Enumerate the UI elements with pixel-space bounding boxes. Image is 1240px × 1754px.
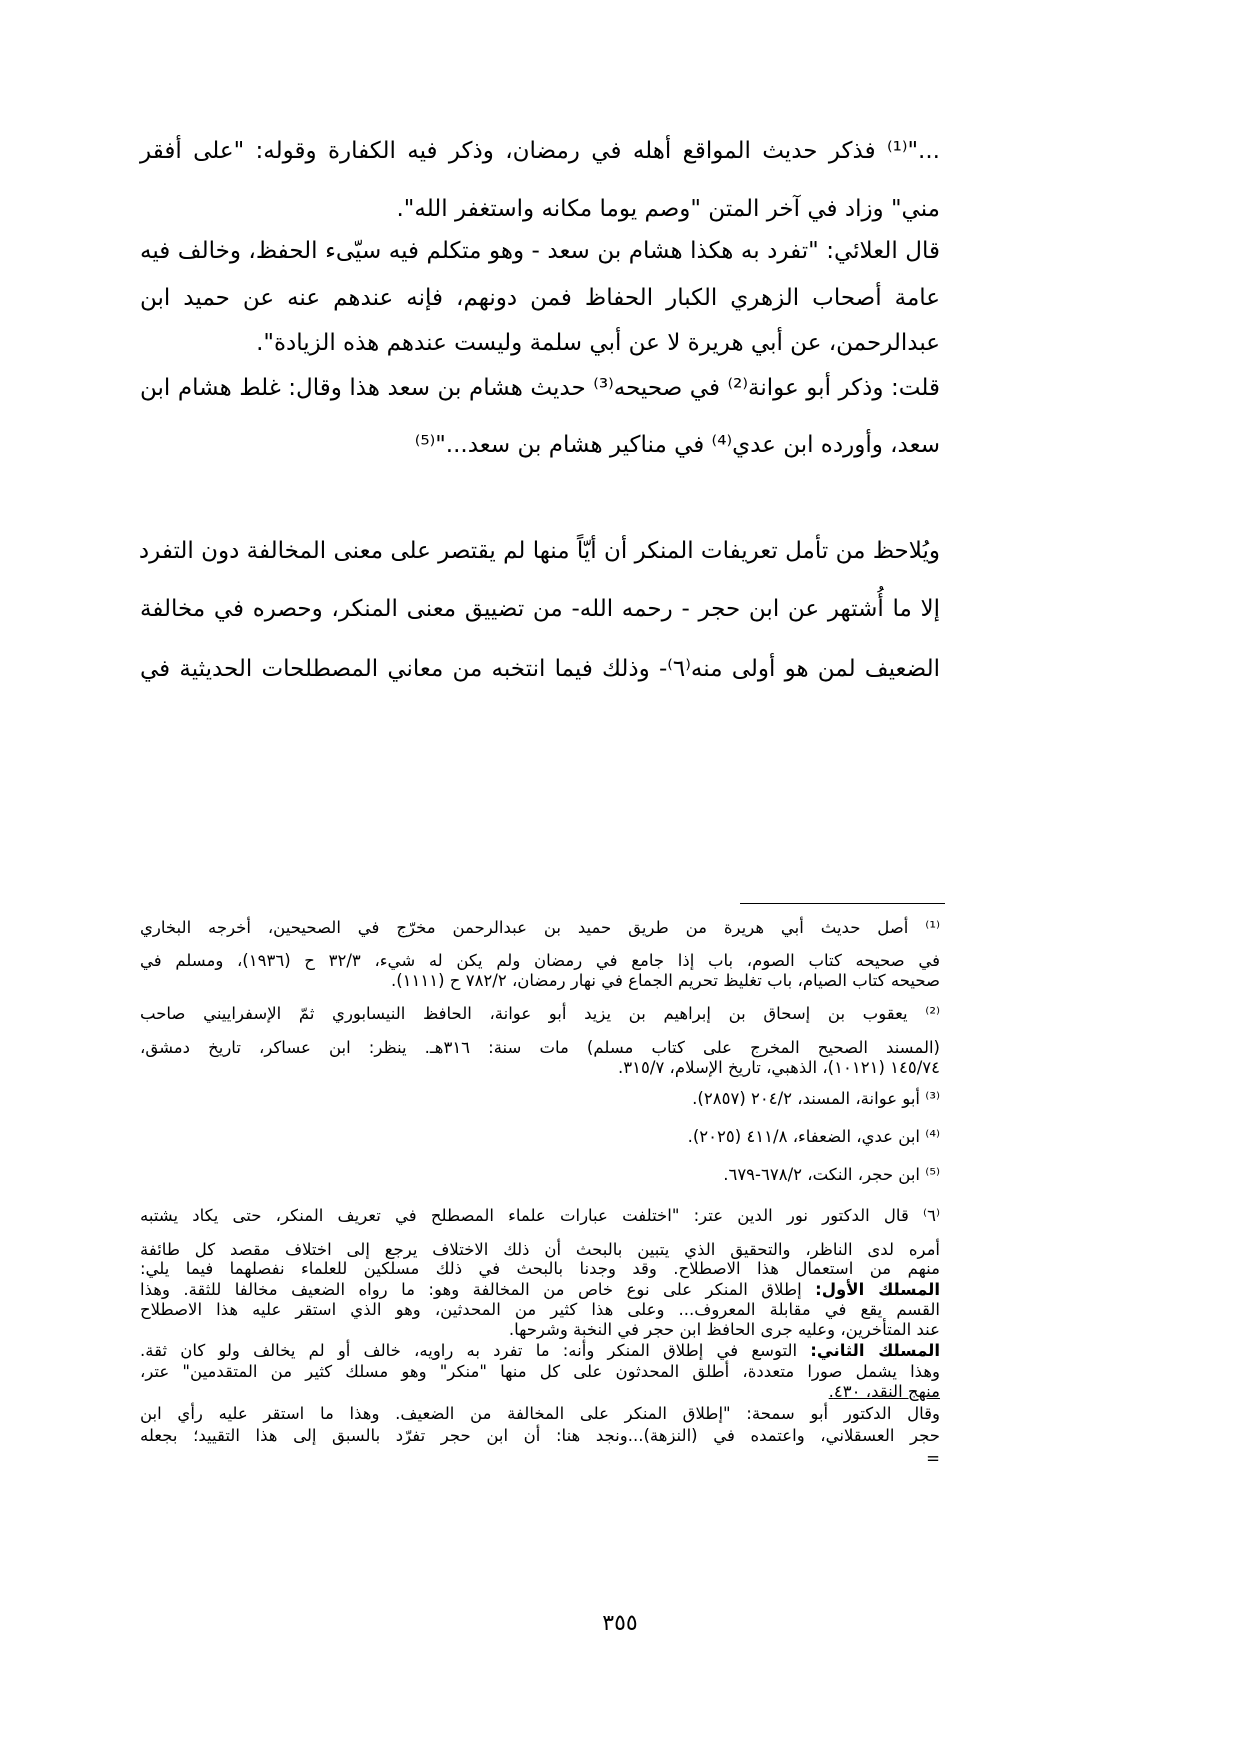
footnote-6-line-6: عند المتأخرين، وعليه جرى الحافظ ابن حجر في النخبة وشرحها. [508, 1320, 940, 1339]
main-text-line-5: عبدالرحمن، عن أبي هريرة لا عن أبي سلمة وليست عندهم هذه الزيادة". [256, 330, 940, 356]
footnote-1-line-2: في صحيحه كتاب الصوم، باب إذا جامع في رمضان ولم يكن له شيء، ٣٢/٣ ح (١٩٣٦)، ومسلم في [140, 951, 940, 970]
footnote-2-line-3: ١٤٥/٧٤ (١٠١٢١)، الذهبي، تاريخ الإسلام، ٣١٥/٧. [618, 1058, 940, 1077]
main-text-line-7: سعد، وأورده ابن عدي⁽⁴⁾ في مناكير هشام بن سعد..."⁽⁵⁾ [414, 432, 940, 458]
footnote-1-line-1: ⁽¹⁾ أصل حديث أبي هريرة من طريق حميد بن عبدالرحمن مخرّج في الصحيحين، أخرجه البخاري [140, 918, 940, 937]
footnote-5: ⁽⁵⁾ ابن حجر، النكت، ٦٧٨/٢-٦٧٩. [723, 1165, 940, 1184]
footnote-6-line-1: ⁽٦⁾ قال الدكتور نور الدين عتر: "اختلفت عبارات علماء المصطلح في تعريف المنكر، حتى يكاد يشتبه [140, 1206, 940, 1225]
footnote-6-line-3: منهم من استعمال هذا الاصطلاح. وقد وجدنا بالبحث في ذلك مسلكين للعلماء نفصلهما فيما يلي: [140, 1259, 940, 1278]
page-number: ٣٥٥ [602, 1611, 638, 1636]
footnote-4: ⁽⁴⁾ ابن عدي، الضعفاء، ٤١١/٨ (٢٠٢٥). [687, 1127, 940, 1146]
footnote-continuation-mark: = [926, 1449, 940, 1468]
footnote-6-line-4 [140, 1280, 940, 1299]
footnote-6-line-9: منهج النقد، ٤٣٠. [828, 1382, 940, 1401]
footnote-6-heading-first: المسلك الأول: [815, 1280, 940, 1299]
footnote-6-line-4-text: إطلاق المنكر على نوع خاص من المخالفة وهو: ما رواه الضعيف مخالفا للثقة. وهذا [140, 1280, 816, 1299]
footnote-3: ⁽³⁾ أبو عوانة، المسند، ٢٠٤/٢ (٢٨٥٧). [692, 1089, 940, 1108]
paragraph-2-line-2: إلا ما أُشتهر عن ابن حجر - رحمه الله- من تضييق معنى المنكر، وحصره في مخالفة [140, 596, 940, 622]
footnote-6-line-2: أمره لدى الناظر، والتحقيق الذي يتبين بالبحث أن ذلك الاختلاف يرجع إلى اختلاف مقصد كل طائفة [140, 1240, 940, 1259]
main-text-line-1: ..."⁽¹⁾ فذكر حديث المواقع أهله في رمضان، وذكر فيه الكفارة وقوله: "على أفقر [140, 138, 940, 164]
main-text-line-6: قلت: وذكر أبو عوانة⁽²⁾ في صحيحه⁽³⁾ حديث هشام بن سعد هذا وقال: غلط هشام ابن [140, 375, 940, 401]
footnote-6-line-10: وقال الدكتور أبو سمحة: "إطلاق المنكر على المخالفة من الضعيف. وهذا ما استقر عليه رأي ابن [140, 1404, 940, 1423]
footnote-separator [740, 903, 945, 904]
paragraph-2-line-3: الضعيف لمن هو أولى منه⁽٦⁾- وذلك فيما انتخبه من معاني المصطلحات الحديثية في [140, 656, 940, 682]
footnote-2-line-1: ⁽²⁾ يعقوب بن إسحاق بن إبراهيم بن يزيد أبو عوانة، الحافظ النيسابوري ثمّ الإسفراييني صاحب [140, 1004, 940, 1023]
footnote-6-line-7-text: التوسع في إطلاق المنكر وأنه: ما تفرد به راويه، خالف أو لم يخالف ولو كان ثقة. [140, 1341, 811, 1360]
footnote-6-line-7 [140, 1341, 940, 1360]
paragraph-2-line-1: ويُلاحظ من تأمل تعريفات المنكر أن أيّاً منها لم يقتصر على معنى المخالفة دون التفرد [138, 538, 940, 564]
footnote-6-line-11: حجر العسقلاني، واعتمده في (النزهة)...ونجد هنا: أن ابن حجر تفرّد بالسبق إلى هذا التقييد؛ بجعله [140, 1426, 940, 1445]
main-text-line-4: عامة أصحاب الزهري الكبار الحفاظ فمن دونهم، فإنه عندهم عنه عن حميد ابن [140, 285, 940, 311]
footnote-1-line-3: صحيحه كتاب الصيام، باب تغليظ تحريم الجماع في نهار رمضان، ٧٨٢/٢ ح (١١١١). [390, 971, 940, 990]
footnote-6-line-8: وهذا يشمل صورا متعددة، أطلق المحدثون على كل منها "منكر" وهو مسلك كثير من المتقدمين" عتر، [140, 1362, 940, 1381]
footnote-6-heading-second: المسلك الثاني: [810, 1341, 940, 1360]
footnote-2-line-2: (المسند الصحيح المخرج على كتاب مسلم) مات سنة: ٣١٦هـ. ينظر: ابن عساكر، تاريخ دمشق، [140, 1038, 940, 1057]
main-text-line-2: مني" وزاد في آخر المتن "وصم يوما مكانه واستغفر الله". [396, 196, 940, 222]
main-text-line-3: قال العلائي: "تفرد به هكذا هشام بن سعد - وهو متكلم فيه سيّىء الحفظ، وخالف فيه [140, 238, 940, 264]
footnote-6-line-5: القسم يقع في مقابلة المعروف... وعلى هذا كثير من المحدثين، وهو الذي استقر عليه هذا الاصطلاح [140, 1300, 940, 1319]
